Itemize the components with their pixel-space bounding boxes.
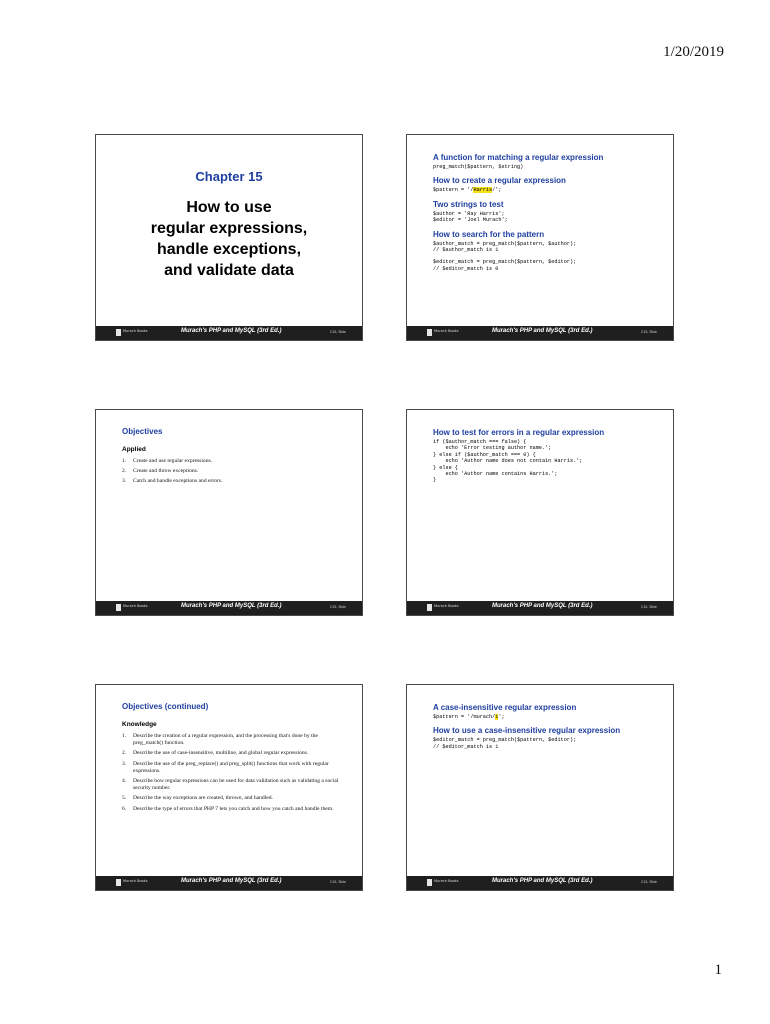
objectives-list	[122, 458, 342, 489]
list-item: 2. Describe the use of case-insensitive, multiline, and global regular expressions.	[122, 750, 309, 757]
code-block: $author = 'Ray Harris'; $editor = 'Joel Murach';	[433, 210, 508, 224]
slide-heading: A function for matching a regular expression	[433, 153, 604, 162]
murach-logo: Murach Books	[427, 604, 461, 612]
footer-title: Murach's PHP and MySQL (3rd Ed.)	[181, 328, 282, 334]
list-item: 1. Create and use regular expressions.	[122, 458, 213, 464]
footer-title: Murach's PHP and MySQL (3rd Ed.)	[492, 878, 593, 884]
footer-slide-ref: C15, Slide	[329, 605, 346, 609]
objectives-list	[122, 733, 342, 816]
chapter-title-line: How to use	[186, 199, 272, 216]
footer-slide-ref: C15, Slide	[329, 330, 346, 334]
code-block: $pattern = '/murach/i';	[433, 714, 505, 720]
murach-logo: Murach Books	[116, 604, 150, 612]
murach-logo: Murach Books	[427, 329, 461, 337]
code-block: $author_match = preg_match($pattern, $author); // $author_match is 1	[433, 240, 577, 254]
list-item: 2. Create and throw exceptions.	[122, 468, 199, 475]
murach-logo: Murach Books	[427, 879, 461, 887]
slide-case-insensitive	[406, 684, 674, 891]
list-item: 5. Describe the way exceptions are created, thrown, and handled.	[122, 795, 273, 802]
chapter-title	[96, 197, 362, 281]
page-number: 1	[714, 962, 722, 978]
list-item: 1. Describe the creation of a regular expression, and the processing that's done by the preg_match() function.	[122, 733, 318, 747]
code-block: preg_match($pattern, $string)	[433, 164, 524, 170]
highlighted-text: Harris	[473, 187, 493, 194]
slide-heading: A case-insensitive regular expression	[433, 703, 577, 712]
slide-footer	[407, 326, 673, 340]
footer-title: Murach's PHP and MySQL (3rd Ed.)	[181, 878, 282, 884]
slide-preg-match	[406, 134, 674, 341]
footer-slide-ref: C15, Slide	[329, 880, 346, 884]
slide-objectives	[95, 409, 363, 616]
list-item: 4. Describe how regular expressions can be used for data validation such as validating a social security number.	[122, 778, 339, 792]
page-date: 1/20/2019	[663, 44, 724, 60]
slide-heading: How to search for the pattern	[433, 229, 545, 239]
chapter-title-line: regular expressions,	[150, 220, 308, 237]
slide-title	[95, 134, 363, 341]
murach-logo: Murach Books	[116, 329, 150, 337]
list-item: 6. Describe the type of errors that PHP 7 lets you catch and how you catch and handle them.	[122, 805, 334, 812]
slide-heading: Two strings to test	[433, 199, 504, 209]
footer-title: Murach's PHP and MySQL (3rd Ed.)	[492, 603, 593, 609]
list-item: 3. Catch and handle exceptions and errors.	[122, 478, 223, 485]
code-block: if ($author_match === false) { echo 'Error testing author name.'; } else if ($author_match === 0) { echo 'Author name does not contain Harris.'; } else { echo 'Author name contains Harris.'; }	[433, 439, 583, 484]
footer-title: Murach's PHP and MySQL (3rd Ed.)	[492, 328, 593, 334]
chapter-label: Chapter 15	[195, 169, 263, 184]
slide-heading: How to use a case-insensitive regular expression	[433, 726, 621, 736]
code-block: $editor_match = preg_match($pattern, $editor); // $editor_match is 1	[433, 737, 577, 750]
slide-footer	[407, 601, 673, 615]
footer-slide-ref: C15, Slide	[640, 330, 657, 334]
chapter-title-line: handle exceptions,	[156, 241, 302, 258]
slide-footer	[407, 876, 673, 890]
slide-test-errors	[406, 409, 674, 616]
footer-slide-ref: C15, Slide	[640, 880, 657, 884]
murach-logo: Murach Books	[116, 879, 150, 887]
slide-subheading: Applied	[122, 446, 146, 453]
slide-objectives-continued	[95, 684, 363, 891]
highlighted-text: i	[495, 714, 499, 720]
slide-heading: How to test for errors in a regular expression	[433, 428, 605, 437]
slide-footer	[96, 326, 362, 340]
footer-slide-ref: C15, Slide	[640, 605, 657, 609]
footer-title: Murach's PHP and MySQL (3rd Ed.)	[181, 603, 282, 609]
slide-footer	[96, 601, 362, 615]
slide-subheading: Knowledge	[122, 721, 157, 728]
slide-heading: Objectives	[122, 427, 163, 436]
slide-footer	[96, 876, 362, 890]
code-block: $editor_match = preg_match($pattern, $editor); // $editor_match is 0	[433, 259, 577, 272]
code-block: $pattern = '/Harris/';	[433, 187, 502, 194]
list-item: 3. Describe the use of the preg_replace() and preg_split() functions that work with regular expressions.	[122, 760, 329, 774]
chapter-title-line: and validate data	[164, 262, 294, 279]
slide-heading: Objectives (continued)	[122, 702, 209, 711]
slide-heading: How to create a regular expression	[433, 176, 566, 186]
